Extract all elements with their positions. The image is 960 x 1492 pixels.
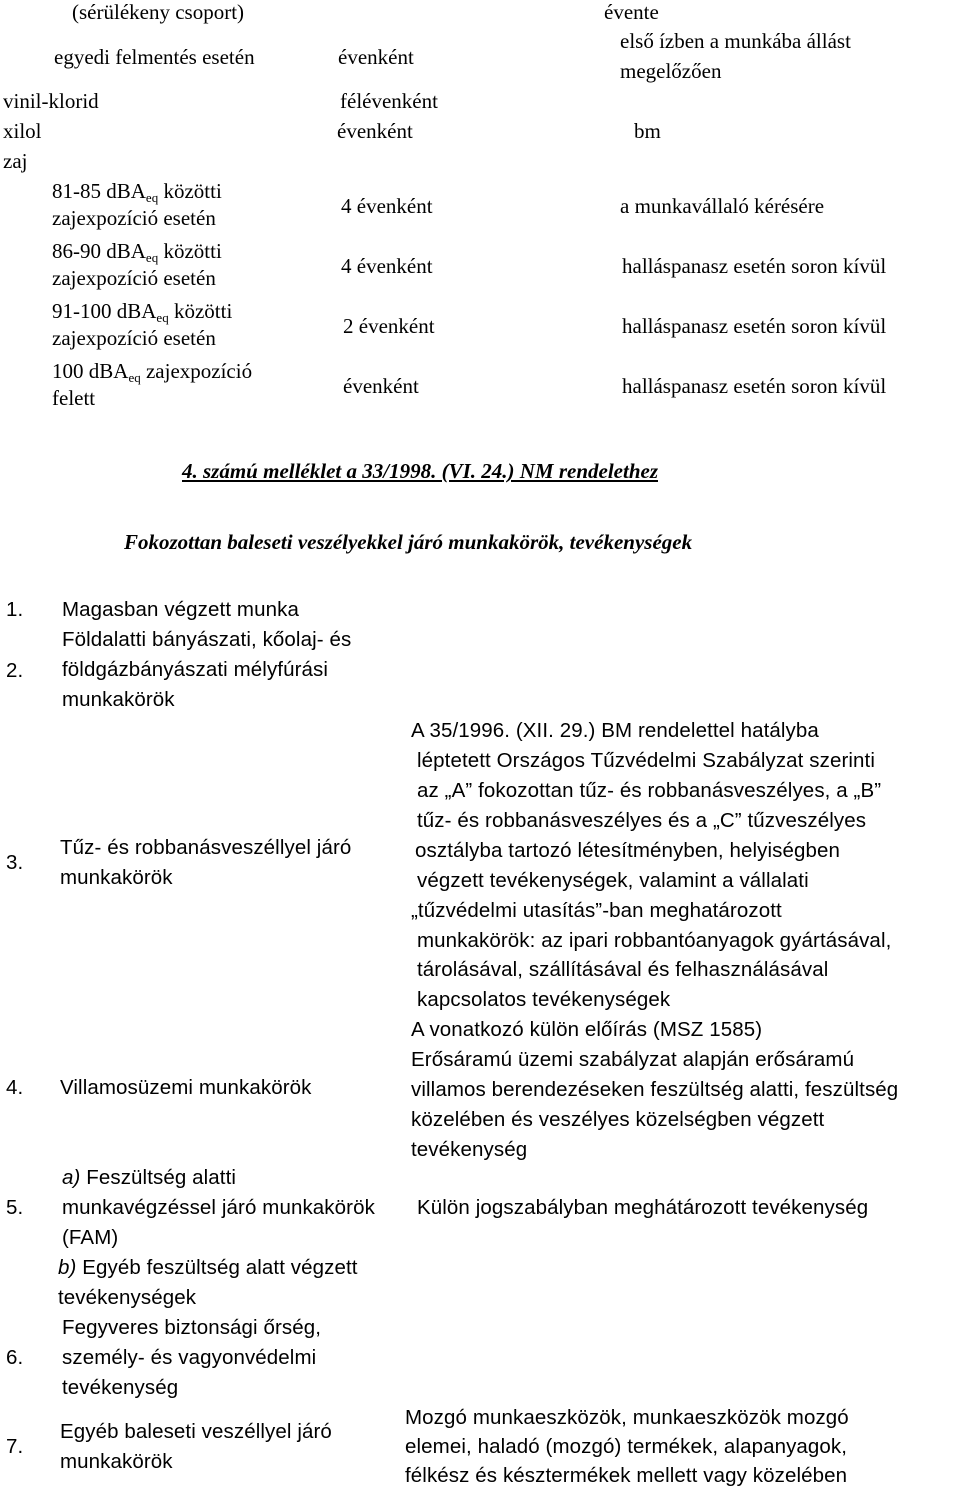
item-title: személy- és vagyonvédelmi (62, 1346, 317, 1369)
cell-yearly: évente (604, 0, 659, 24)
cell-note: a munkavállaló kérésére (620, 194, 825, 218)
cell-frequency: 2 évenként (343, 314, 435, 338)
cell-vinyl-chloride: vinil-klorid (3, 89, 99, 113)
cell-noise-range: 86-90 dBA$_{eq}$ közötti (52, 239, 222, 265)
item-title: tevékenység (62, 1376, 179, 1399)
cell-vulnerable-group: (sérülékeny csoport) (72, 0, 245, 24)
cell-noise-range-2: zajexpozíció esetén (52, 326, 216, 350)
annex-title: 4. számú melléklet a 33/1998. (VI. 24.) NM rendelethez (182, 459, 658, 483)
item-title: munkavégzéssel járó munkakörök (62, 1196, 375, 1219)
cell-noise-range-2: felett (52, 386, 96, 410)
cell-frequency: évenként (338, 45, 414, 69)
cell-noise-range: 81-85 dBA$_{eq}$ közötti (52, 179, 222, 205)
cell-bm: bm (634, 119, 661, 143)
item-number: 1. (6, 598, 24, 621)
item-title: Tűz- és robbanásveszéllyel járó (60, 836, 352, 859)
cell-note: halláspanasz esetén soron kívül (622, 254, 887, 278)
item-number: 7. (6, 1435, 24, 1458)
cell-noise-range-2: zajexpozíció esetén (52, 206, 216, 230)
item-number: 5. (6, 1196, 24, 1219)
item-title: (FAM) (62, 1226, 119, 1249)
item-title: munkakörök (62, 688, 175, 711)
item-title: munkakörök (60, 866, 173, 889)
cell-individual-exemption: egyedi felmentés esetén (54, 45, 255, 69)
item-number: 4. (6, 1076, 24, 1099)
cell-first-time: első ízben a munkába állást (620, 29, 851, 53)
item-title: földgázbányászati mélyfúrási (62, 658, 329, 681)
item-subtitle-b: b) Egyéb feszültség alatt végzett (58, 1256, 358, 1279)
cell-frequency: évenként (337, 119, 413, 143)
item-title: Földalatti bányászati, kőolaj- és (62, 628, 352, 651)
item-title: Egyéb baleseti veszéllyel járó (60, 1420, 332, 1443)
item-description: Külön jogszabályban meghátározott tevékenység (417, 1196, 869, 1219)
item-title: munkakörök (60, 1450, 173, 1473)
cell-noise-range: 91-100 dBA$_{eq}$ közötti (52, 299, 233, 325)
cell-noise-range-2: zajexpozíció esetén (52, 266, 216, 290)
cell-noise-range: 100 dBA$_{eq}$ zajexpozíció (52, 359, 253, 385)
item-title: Magasban végzett munka (62, 598, 299, 621)
cell-xylene: xilol (3, 119, 42, 143)
cell-frequency: évenként (343, 374, 419, 398)
cell-frequency: 4 évenként (341, 254, 433, 278)
cell-note: halláspanasz esetén soron kívül (622, 374, 887, 398)
cell-note: halláspanasz esetén soron kívül (622, 314, 887, 338)
cell-frequency: 4 évenként (341, 194, 433, 218)
item-number: 3. (6, 851, 24, 874)
item-number: 2. (6, 659, 24, 682)
item-title: Villamosüzemi munkakörök (60, 1076, 312, 1099)
item-title: Fegyveres biztonsági őrség, (62, 1316, 322, 1339)
section-heading: Fokozottan baleseti veszélyekkel járó munkakörök, tevékenységek (124, 530, 693, 554)
item-number: 6. (6, 1346, 24, 1369)
cell-first-time-2: megelőzően (620, 59, 722, 83)
item-title: tevékenységek (58, 1286, 197, 1309)
cell-frequency: félévenként (340, 89, 438, 113)
item-subtitle-a: a) Feszültség alatti (62, 1166, 237, 1189)
cell-noise: zaj (3, 149, 28, 173)
